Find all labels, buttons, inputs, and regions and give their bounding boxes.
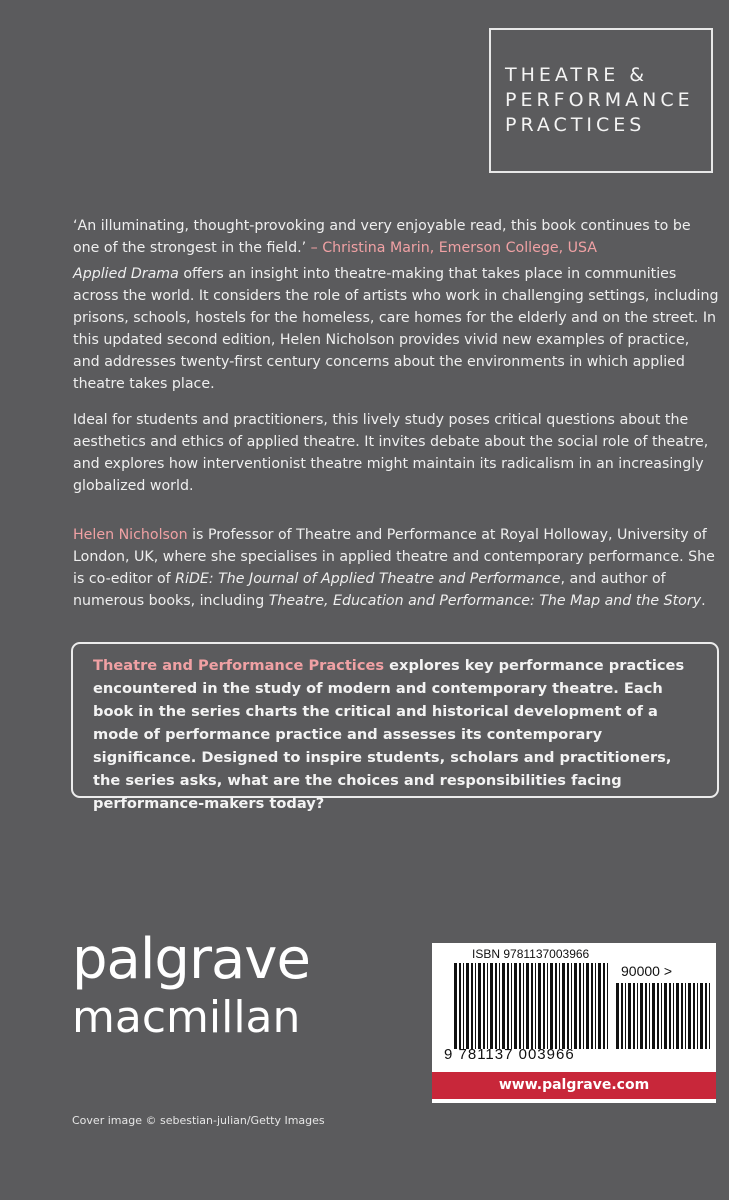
book-description-text: offers an insight into theatre-making that takes place in communities across the world. It considers the role of artists who work in challenging settings, including prisons, schools, hostels for the homeless, care homes for the elderly and on the street. In this updated second edition, Helen Nicholson provides vivid new examples of practice, and addresses twenty-first century concerns about the environments in which applied theatre takes place. [73, 266, 719, 392]
book-reference-title: Theatre, Education and Performance: The Map and the Story [268, 593, 702, 609]
author-bio-text2: , and author of numerous books, including [73, 571, 666, 609]
review-attribution-name: – Christina Marin [310, 240, 430, 256]
barcode-panel [432, 943, 716, 1103]
series-description-box [71, 642, 719, 812]
book-description-paragraph [73, 263, 719, 395]
author-name: Helen Nicholson [73, 527, 188, 543]
audience-text: Ideal for students and practitioners, this lively study poses critical questions about the aesthetics and ethics of applied theatre. It invites debate about the social role of theatre, and explores how interventionist theatre might maintain its radicalism in an increasingly globalized world. [73, 412, 709, 494]
review-quote-paragraph [73, 215, 719, 259]
isbn-digits: 9 781137 003966 [444, 1046, 575, 1063]
series-description-text: explores key performance practices encountered in the study of modern and contemporary theatre. Each book in the series charts the critical and historical development of a mode of performance practice and assesses its contemporary significance. Designed to inspire students, scholars and practitioners, the series asks, what are the choices and responsibilities facing performance-makers today? [93, 657, 685, 812]
review-attribution-affiliation: , Emerson College, USA [429, 240, 597, 256]
journal-title: RiDE: The Journal of Applied Theatre and Performance [175, 571, 561, 587]
series-name: Theatre and Performance Practices [93, 657, 385, 674]
author-bio-paragraph [73, 524, 719, 612]
publisher-line2: macmillan [72, 992, 301, 1043]
price-addon-label: 90000 > [621, 963, 672, 979]
cover-image-credit: Cover image © sebestian-julian/Getty Images [72, 1114, 325, 1127]
series-logo-line2: PERFORMANCE [505, 89, 694, 111]
isbn-barcode [454, 963, 610, 1049]
publisher-url[interactable]: www.palgrave.com [432, 1072, 716, 1099]
review-quote: ‘An illuminating, thought-provoking and very enjoyable read, this book continues to be one of the strongest in the field.’ [73, 218, 691, 256]
book-title: Applied Drama [73, 266, 179, 282]
series-logo-line3: PRACTICES [505, 114, 646, 136]
author-bio-text1: is Professor of Theatre and Performance at Royal Holloway, University of London, UK, where she specialises in applied theatre and contemporary performance. She is co-editor of [73, 527, 715, 587]
series-logo-box [489, 28, 713, 173]
audience-paragraph [73, 409, 719, 497]
series-logo-line1: THEATRE & [505, 64, 649, 86]
isbn-label: ISBN 9781137003966 [472, 947, 590, 961]
price-addon-barcode [616, 983, 712, 1049]
author-bio-text3: . [701, 593, 706, 609]
publisher-line1: palgrave [72, 927, 310, 992]
publisher-logo [72, 927, 310, 1044]
